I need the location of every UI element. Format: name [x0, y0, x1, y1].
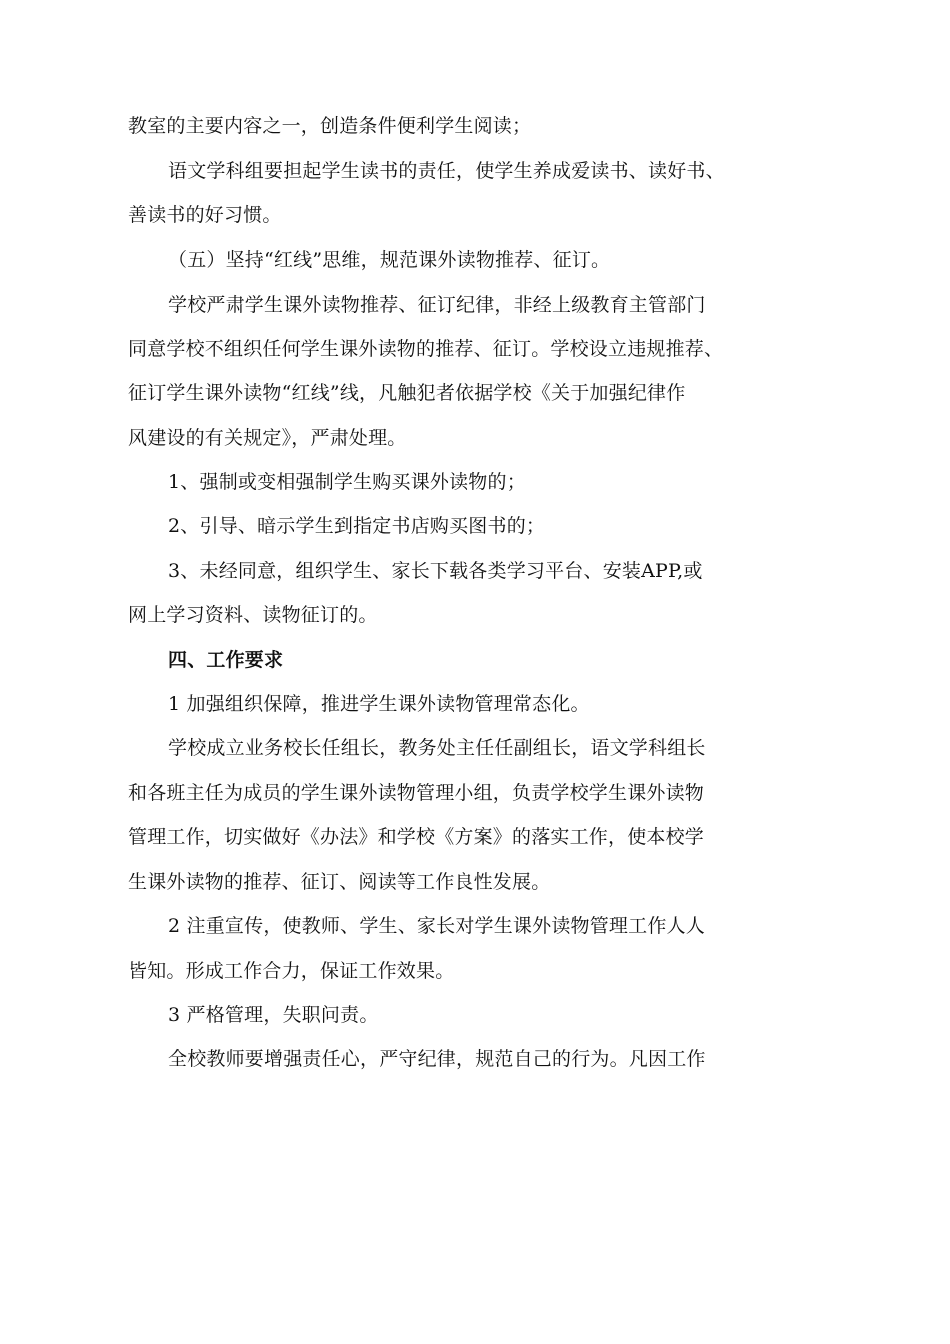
text-line-12: 网上学习资料、读物征订的。	[128, 604, 378, 626]
text-line-20: 皆知。形成工作合力，保证工作效果。	[128, 960, 455, 982]
list-item-1: 1、强制或变相强制学生购买课外读物的；	[168, 471, 526, 493]
list-item-2: 2、引导、暗示学生到指定书店购买图书的；	[168, 515, 546, 537]
text-line-15: 学校成立业务校长任组长，教务处主任任副组长，语文学科组长	[168, 737, 706, 759]
text-line-8: 风建设的有关规定》，严肃处理。	[128, 427, 407, 449]
text-line-7: 征订学生课外读物“红线”线，凡触犯者依据学校《关于加强纪律作	[128, 382, 686, 404]
text-line-3: 善读书的好习惯。	[128, 204, 282, 226]
text-line-1: 教室的主要内容之一，创造条件便利学生阅读；	[128, 115, 532, 137]
subheading-3: 3 严格管理，失职问责。	[168, 1004, 379, 1026]
text-line-22: 全校教师要增强责任心，严守纪律，规范自己的行为。凡因工作	[168, 1048, 706, 1070]
list-item-3: 3、未经同意，组织学生、家长下载各类学习平台、安装APP,或	[168, 560, 703, 582]
text-line-18: 生课外读物的推荐、征订、阅读等工作良性发展。	[128, 871, 551, 893]
section-heading-5: （五）坚持“红线”思维，规范课外读物推荐、征订。	[168, 249, 611, 271]
text-line-6: 同意学校不组织任何学生课外读物的推荐、征订。学校设立违规推荐、	[128, 338, 724, 360]
subheading-1: 1 加强组织保障，推进学生课外读物管理常态化。	[168, 693, 590, 715]
text-line-2: 语文学科组要担起学生读书的责任，使学生养成爱读书、读好书、	[168, 160, 725, 182]
subheading-2: 2 注重宣传，使教师、学生、家长对学生课外读物管理工作人人	[168, 915, 705, 937]
section-heading-4: 四、工作要求	[168, 649, 284, 671]
text-line-5: 学校严肃学生课外读物推荐、征订纪律，非经上级教育主管部门	[168, 294, 706, 316]
text-line-17: 管理工作，切实做好《办法》和学校《方案》的落实工作，使本校学	[128, 826, 705, 848]
text-line-16: 和各班主任为成员的学生课外读物管理小组，负责学校学生课外读物	[128, 782, 705, 804]
